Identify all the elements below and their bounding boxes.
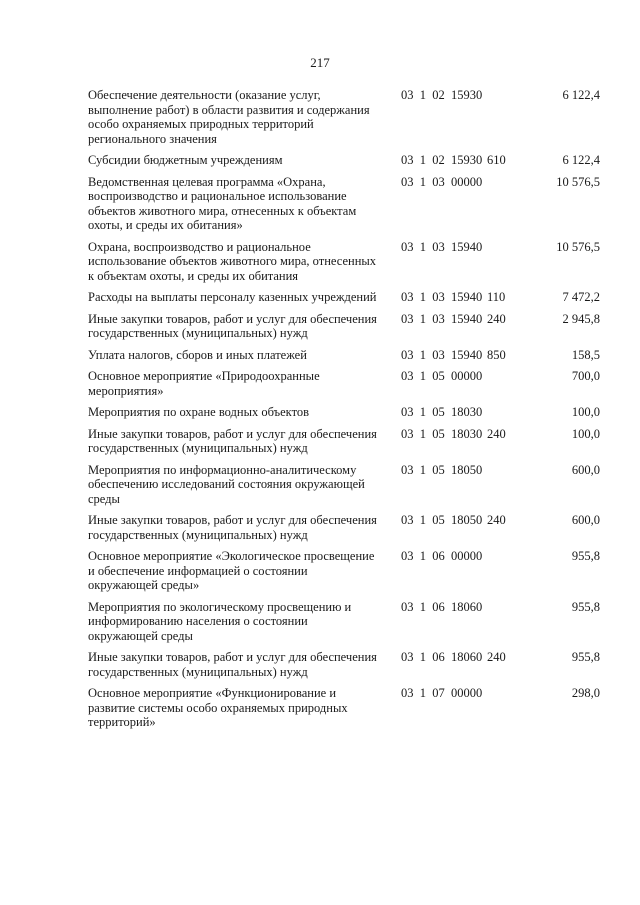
row-description: Ведомственная целевая программа «Охрана, воспроизводство и рациональное использование объектов животного мира, отнесенных к объектам охоты, и среды их обитания»	[88, 174, 357, 232]
row-expense-type: 850	[487, 347, 506, 362]
row-amount: 6 122,4	[562, 153, 600, 167]
table-row	[88, 153, 608, 168]
row-amount: 700,0	[571, 369, 600, 383]
row-code: 03 1 03 00000	[401, 174, 483, 189]
table-row	[88, 240, 608, 284]
row-amount: 6 122,4	[562, 88, 600, 102]
row-description: Мероприятия по информационно-аналитическому обеспечению исследований состояния окружающей среды	[88, 462, 365, 506]
row-amount: 7 472,2	[562, 290, 600, 304]
row-expense-type: 240	[487, 650, 506, 664]
budget-table	[88, 88, 608, 737]
table-row	[88, 650, 608, 679]
row-code: 03 1 06 18060	[401, 599, 483, 614]
row-description: Мероприятия по экологическому просвещению и информированию населения о состоянии окружающей среды	[88, 599, 352, 643]
row-description: Основное мероприятие «Природоохранные мероприятия»	[88, 369, 320, 398]
row-code: 03 1 03 15940	[401, 311, 483, 326]
row-code: 03 1 06 18060	[401, 650, 483, 664]
row-amount: 955,8	[571, 549, 600, 563]
row-description: Обеспечение деятельности (оказание услуг, выполнение работ) в области развития и содержания особо охраняемых природных территорий регионального значения	[88, 88, 370, 146]
row-amount: 10 576,5	[556, 174, 600, 189]
row-code: 03 1 03 15940	[401, 347, 483, 362]
table-row	[88, 600, 608, 644]
row-code: 03 1 02 15930	[401, 153, 483, 167]
row-description: Основное мероприятие «Функционирование и развитие системы особо охраняемых природных территорий»	[88, 686, 348, 729]
row-amount: 600,0	[571, 462, 600, 477]
row-expense-type: 240	[487, 311, 506, 326]
table-row	[88, 175, 608, 233]
row-description: Уплата налогов, сборов и иных платежей	[88, 347, 307, 362]
row-amount: 955,8	[571, 650, 600, 664]
row-code: 03 1 02 15930	[401, 88, 483, 102]
table-row	[88, 463, 608, 507]
table-row	[88, 686, 608, 730]
row-description: Иные закупки товаров, работ и услуг для обеспечения государственных (муниципальных) нужд	[88, 311, 377, 340]
table-row	[88, 312, 608, 341]
table-row	[88, 290, 608, 305]
row-code: 03 1 05 00000	[401, 369, 483, 383]
row-description: Субсидии бюджетным учреждениям	[88, 153, 283, 167]
row-description: Иные закупки товаров, работ и услуг для обеспечения государственных (муниципальных) нужд	[88, 650, 377, 679]
row-amount: 158,5	[571, 347, 600, 362]
row-code: 03 1 05 18050	[401, 462, 483, 477]
row-code: 03 1 03 15940	[401, 239, 483, 254]
table-row	[88, 348, 608, 363]
row-amount: 2 945,8	[562, 311, 600, 326]
row-expense-type: 610	[487, 153, 506, 167]
row-code: 03 1 05 18050	[401, 513, 483, 527]
table-row	[88, 88, 608, 146]
row-amount: 600,0	[571, 513, 600, 527]
row-amount: 298,0	[571, 686, 600, 700]
table-row	[88, 549, 608, 593]
table-row	[88, 427, 608, 456]
row-code: 03 1 03 15940	[401, 290, 483, 304]
row-amount: 100,0	[571, 426, 600, 441]
row-expense-type: 110	[487, 290, 506, 304]
row-description: Иные закупки товаров, работ и услуг для обеспечения государственных (муниципальных) нужд	[88, 513, 377, 542]
row-description: Иные закупки товаров, работ и услуг для обеспечения государственных (муниципальных) нужд	[88, 426, 377, 455]
row-expense-type: 240	[487, 513, 506, 527]
table-row	[88, 369, 608, 398]
table-row	[88, 405, 608, 420]
row-code: 03 1 06 00000	[401, 549, 483, 563]
table-row	[88, 513, 608, 542]
row-code: 03 1 05 18030	[401, 426, 483, 441]
row-code: 03 1 07 00000	[401, 686, 483, 700]
row-amount: 10 576,5	[556, 239, 600, 254]
page-number: 217	[310, 55, 330, 70]
row-description: Основное мероприятие «Экологическое просвещение и обеспечение информацией о состоянии окружающей среды»	[88, 549, 375, 592]
row-description: Мероприятия по охране водных объектов	[88, 405, 310, 419]
row-amount: 955,8	[571, 599, 600, 614]
row-expense-type: 240	[487, 426, 506, 441]
row-description: Расходы на выплаты персоналу казенных учреждений	[88, 290, 377, 304]
row-amount: 100,0	[571, 405, 600, 419]
row-description: Охрана, воспроизводство и рациональное использование объектов животного мира, отнесенных к объектам охоты, и среды их обитания	[88, 239, 377, 283]
row-code: 03 1 05 18030	[401, 405, 483, 419]
